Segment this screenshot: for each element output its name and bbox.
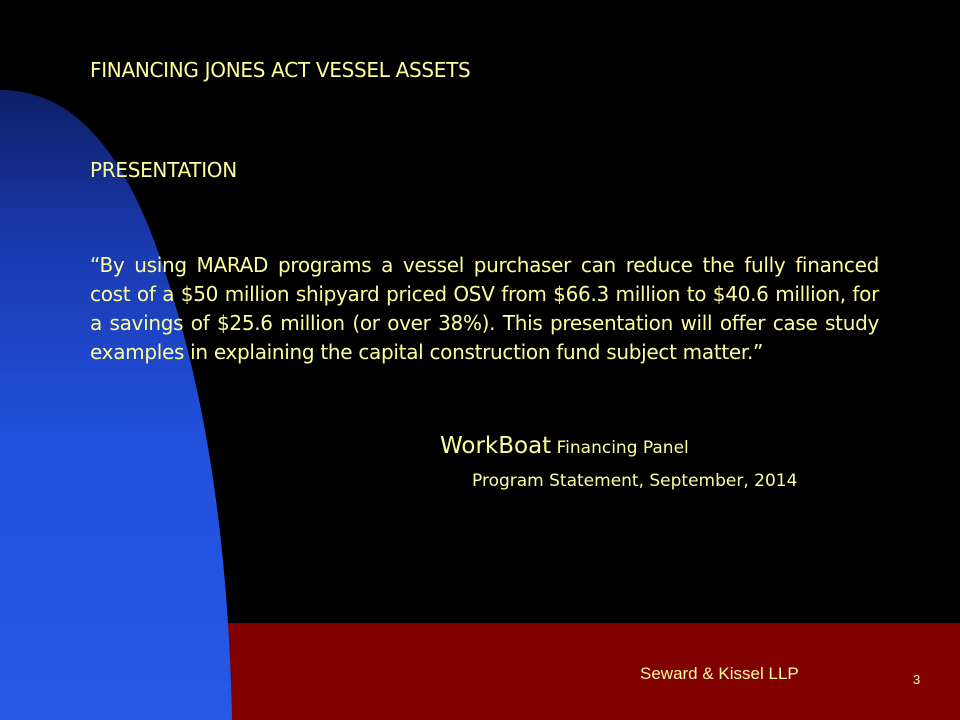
slide-subtitle: PRESENTATION <box>90 158 237 182</box>
footer-firm-name: Seward & Kissel LLP <box>640 664 799 683</box>
attribution-line-1 <box>440 433 689 459</box>
attribution-line-2: Program Statement, September, 2014 <box>472 471 798 491</box>
attribution-name: WorkBoat <box>440 433 552 459</box>
slide-title: FINANCING JONES ACT VESSEL ASSETS <box>90 58 471 82</box>
page-number: 3 <box>913 672 921 687</box>
quote-paragraph: “By using MARAD programs a vessel purchaser can reduce the fully financed cost of a $50 million shipyard priced OSV from $66.3 million to $40.6 million, for a savings of $25.6 million (or over 38%). This presentation will offer case study examples in explaining the capital construction fund subject matter.” <box>90 253 879 364</box>
attribution-name-rest: Financing Panel <box>551 438 689 458</box>
